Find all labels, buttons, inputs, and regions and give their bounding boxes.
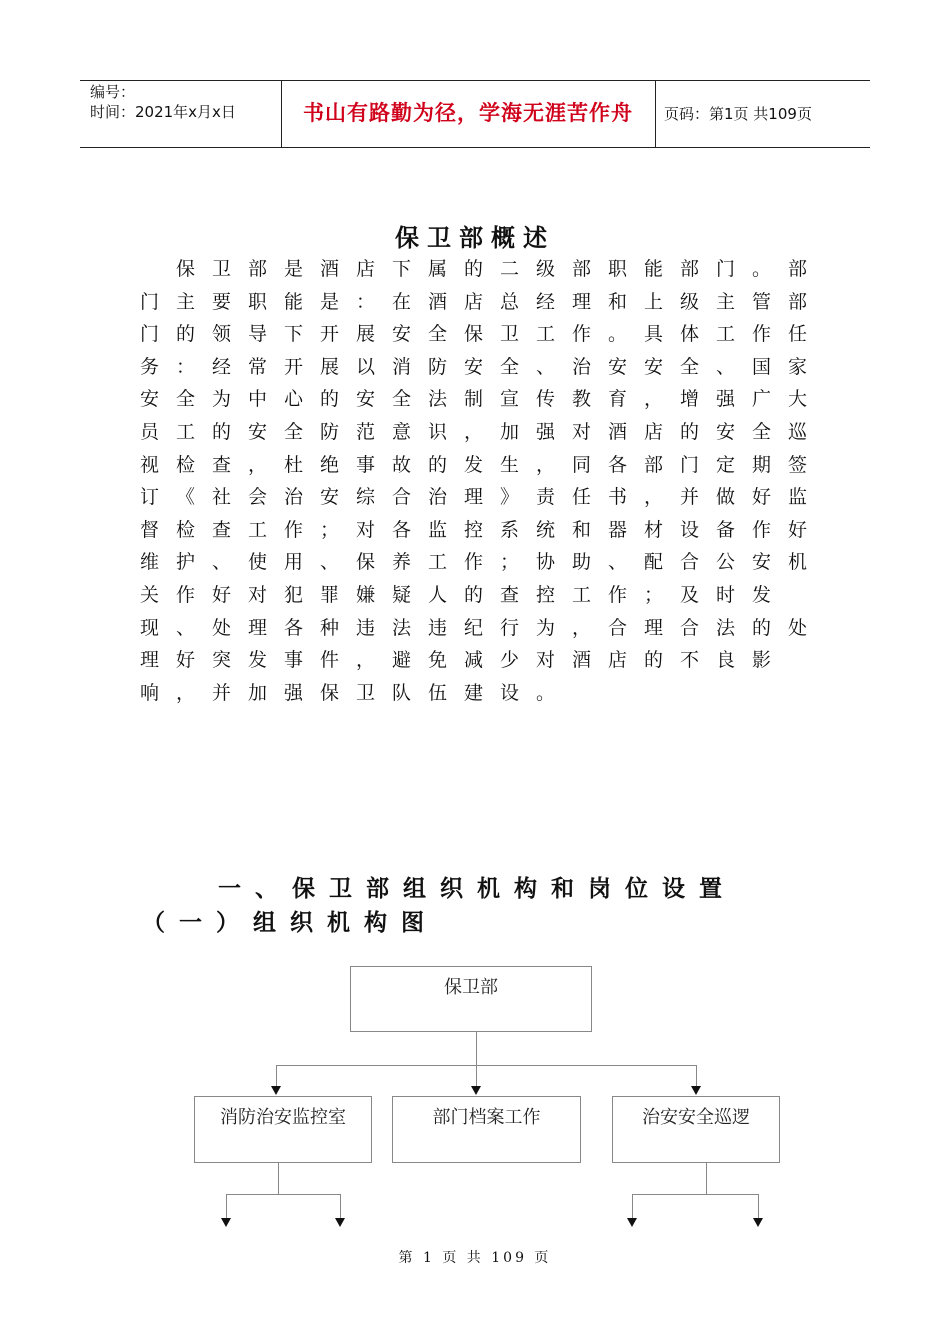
org-branch-line bbox=[276, 1065, 696, 1066]
document-title: 保卫部概述 bbox=[395, 223, 555, 252]
org-sub-drop-left-1 bbox=[226, 1194, 227, 1218]
org-drop-1 bbox=[276, 1065, 277, 1086]
page-footer: 第 1 页 共 109 页 bbox=[398, 1250, 552, 1266]
org-child-box-2 bbox=[392, 1096, 581, 1163]
org-root-box bbox=[350, 966, 592, 1032]
code-label: 编号： bbox=[90, 83, 136, 101]
section-heading: 一、保卫部组织机构和岗位设置 bbox=[218, 875, 736, 902]
org-drop-3 bbox=[696, 1065, 697, 1086]
header-motto: 书山有路勤为径，学海无涯苦作舟 bbox=[303, 101, 633, 125]
org-child-label-3: 治安安全巡逻 bbox=[642, 1107, 750, 1128]
org-child-label-1: 消防治安监控室 bbox=[220, 1107, 346, 1128]
org-root-label: 保卫部 bbox=[444, 977, 498, 998]
header-page-info: 页码：第1页 共109页 bbox=[664, 105, 812, 123]
arrow-down-icon bbox=[335, 1218, 345, 1227]
org-child-box-3 bbox=[612, 1096, 780, 1163]
arrow-down-icon bbox=[691, 1086, 701, 1095]
org-child-box-1 bbox=[194, 1096, 372, 1163]
arrow-down-icon bbox=[221, 1218, 231, 1227]
arrow-down-icon bbox=[627, 1218, 637, 1227]
subsection-heading: （一）组织机构图 bbox=[142, 909, 438, 936]
header-meta bbox=[90, 82, 236, 122]
org-child-label-2: 部门档案工作 bbox=[432, 1107, 541, 1128]
arrow-down-icon bbox=[471, 1086, 481, 1095]
arrow-down-icon bbox=[753, 1218, 763, 1227]
org-sub-connector-right bbox=[706, 1163, 707, 1194]
org-sub-branch-left bbox=[226, 1194, 341, 1195]
org-drop-2 bbox=[476, 1065, 477, 1086]
org-sub-branch-right bbox=[632, 1194, 759, 1195]
header-bottom-border bbox=[80, 147, 870, 148]
document-body: 保卫部是酒店下属的二级部职能部门。部门主要职能是：在酒店总经理和上级主管部门的领导下开展安全保卫工作。具体工作任务：经常开展以消防安全、治安安全、国家安全为中心的安全法制宣传教育，增强广大员工的安全防范意识，加强对酒店的安全巡视检查，杜绝事故的发生，同各部门定期签订《社会治安综合治理》责任书，并做好监督检查工作；对各监控系统和器材设备作好维护、使用、保养工作；协助、配合公安机关作好对犯罪嫌疑人的查控工作；及时发现、处理各种违法违纪行为，合理合法的处理好突发事件，避免减少对酒店的不良影响，并加强保卫队伍建设。 bbox=[140, 258, 825, 704]
org-sub-connector-left bbox=[278, 1163, 279, 1194]
header-divider-2 bbox=[655, 80, 656, 147]
time-label: 时间：2021年x月x日 bbox=[90, 103, 236, 121]
org-sub-drop-right-2 bbox=[758, 1194, 759, 1218]
header-top-border bbox=[80, 80, 870, 81]
org-sub-drop-right-1 bbox=[632, 1194, 633, 1218]
org-root-connector bbox=[476, 1032, 477, 1065]
arrow-down-icon bbox=[271, 1086, 281, 1095]
org-sub-drop-left-2 bbox=[340, 1194, 341, 1218]
